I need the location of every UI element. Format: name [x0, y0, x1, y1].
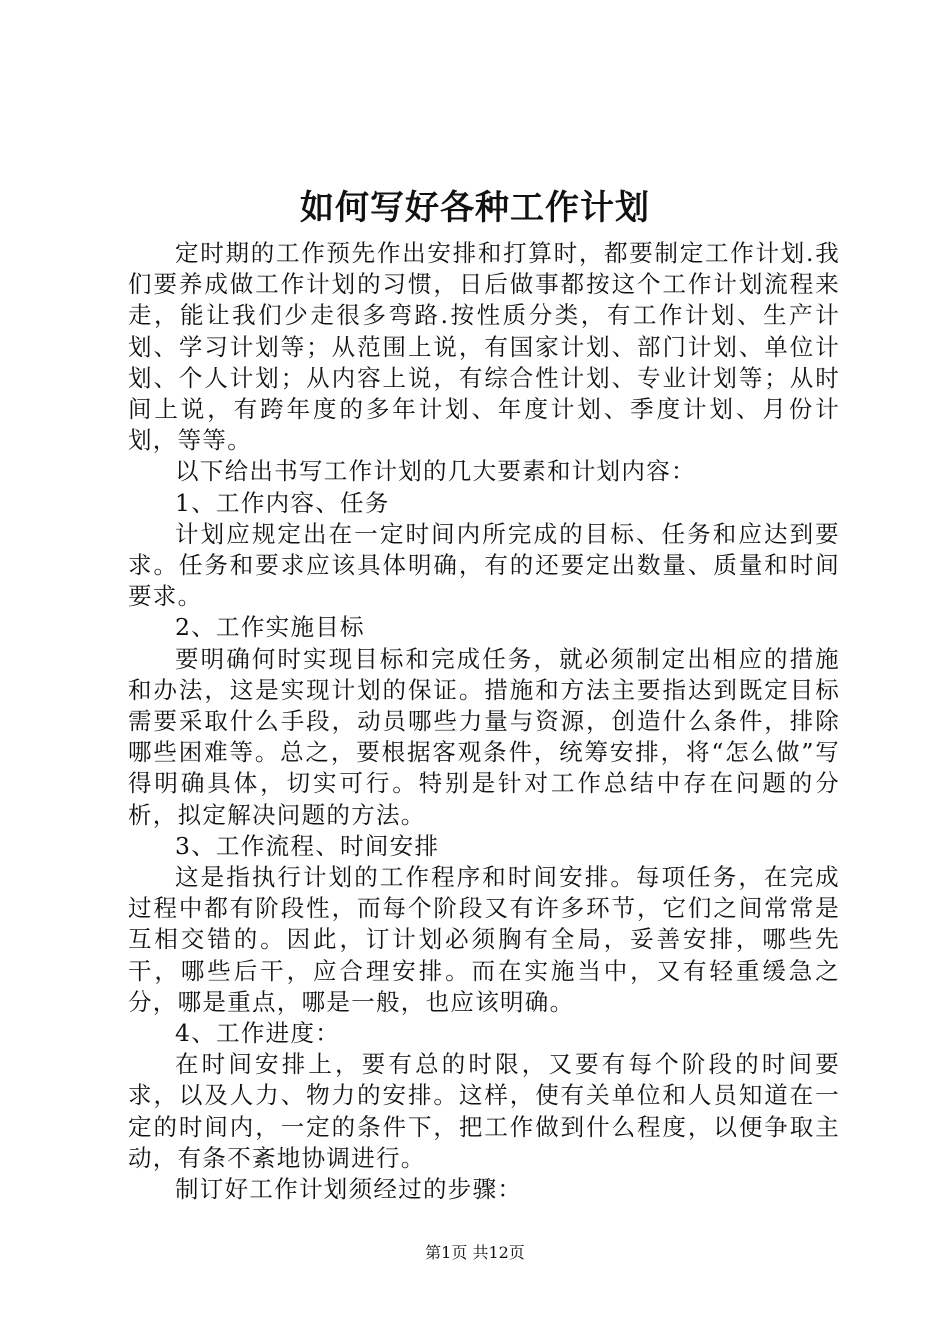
section-heading-2: 2、工作实施目标	[175, 613, 365, 642]
paragraph-steps-lead: 制订好工作计划须经过的步骤：	[175, 1175, 523, 1204]
page-number-footer: 第1页 共12页	[425, 1243, 525, 1262]
document-title: 如何写好各种工作计划	[300, 188, 650, 228]
paragraph-section-3: 这是指执行计划的工作程序和时间安排。每项任务，在完成过程中都有阶段性，而每个阶段又有许多环节，它们之间常常是互相交错的。因此，订计划必须胸有全局，妥善安排，哪些先干，哪些后干，应合理安排。而在实施当中，又有轻重缓急之分，哪是重点，哪是一般，也应该明确。	[128, 863, 840, 1016]
paragraph-section-4: 在时间安排上，要有总的时限，又要有每个阶段的时间要求，以及人力、物力的安排。这样，使有关单位和人员知道在一定的时间内，一定的条件下，把工作做到什么程度，以便争取主动，有条不紊地协调进行。	[128, 1050, 840, 1172]
paragraph-lead: 以下给出书写工作计划的几大要素和计划内容：	[175, 457, 696, 486]
paragraph-intro: 定时期的工作预先作出安排和打算时，都要制定工作计划.我们要养成做工作计划的习惯，日后做事都按这个工作计划流程来走，能让我们少走很多弯路.按性质分类，有工作计划、生产计划、学习计划等；从范围上说，有国家计划、部门计划、单位计划、个人计划；从内容上说，有综合性计划、专业计划等；从时间上说，有跨年度的多年计划、年度计划、季度计划、月份计划，等等。	[128, 239, 840, 455]
section-heading-3: 3、工作流程、时间安排	[175, 831, 440, 860]
section-heading-1: 1、工作内容、任务	[175, 488, 390, 517]
paragraph-section-2: 要明确何时实现目标和完成任务，就必须制定出相应的措施和办法，这是实现计划的保证。措施和方法主要指达到既定目标需要采取什么手段，动员哪些力量与资源，创造什么条件，排除哪些困难等。总之，要根据客观条件，统筹安排，将“怎么做”写得明确具体，切实可行。特别是针对工作总结中存在问题的分析，拟定解决问题的方法。	[128, 644, 840, 829]
paragraph-section-1: 计划应规定出在一定时间内所完成的目标、任务和应达到要求。任务和要求应该具体明确，有的还要定出数量、质量和时间要求。	[128, 519, 840, 611]
section-heading-4: 4、工作进度：	[175, 1019, 341, 1048]
document-body	[128, 238, 840, 1205]
